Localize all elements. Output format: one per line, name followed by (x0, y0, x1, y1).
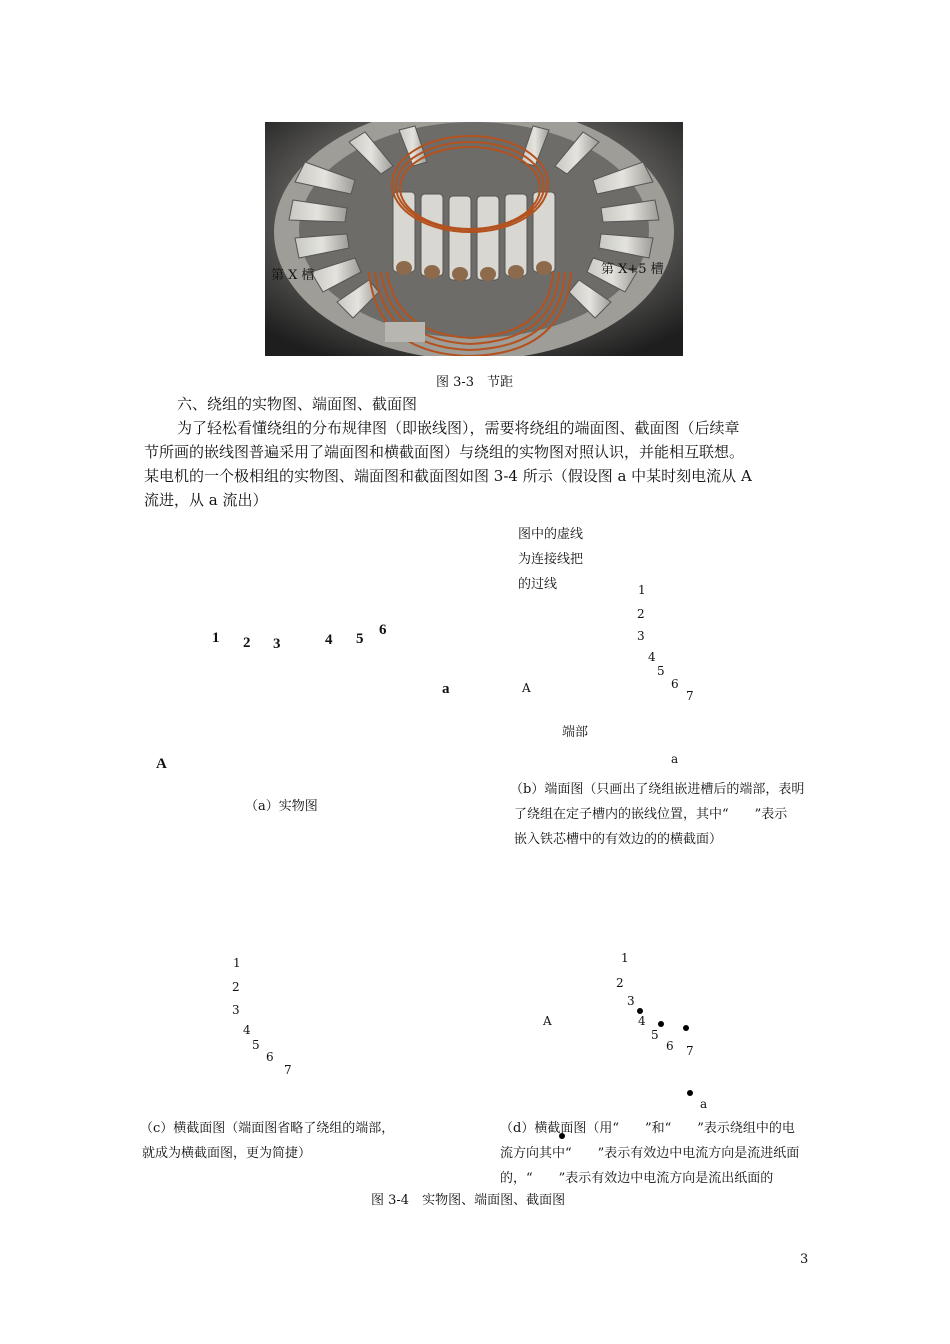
paragraph-line-1: 为了轻松看懂绕组的分布规律图（即嵌线图），需要将绕组的端面图、截面图（后续章 (177, 419, 740, 437)
fig-b-label-a: a (671, 752, 679, 766)
page-number: 3 (800, 1252, 809, 1267)
fig-a-label-a: a (442, 681, 450, 697)
fig-d-number-7: 7 (686, 1044, 694, 1058)
fig-a-caption: （a）实物图 (245, 799, 318, 814)
fig-d-number-1: 1 (621, 951, 629, 965)
fig-a-number-2: 2 (243, 635, 251, 651)
fig-c-number-7: 7 (284, 1063, 292, 1077)
fig-b-caption-line-3: 嵌入铁芯槽中的有效边的的横截面） (514, 832, 723, 847)
fig-b-caption-line-1: （b）端面图（只画出了绕组嵌进槽后的端部，表明 (510, 782, 805, 797)
fig-d-caption-line-3: 的，“ ”表示有效边中电流方向是流出纸面的 (500, 1171, 774, 1186)
fig-b-note-line-1: 图中的虚线 (518, 527, 584, 542)
fig-b-note-line-2: 为连接线把 (518, 552, 584, 567)
fig-d-number-5: 5 (651, 1028, 659, 1042)
slot-x5-label: 第 X+5 槽 (601, 262, 664, 277)
fig-d-caption-line-2: 流方向其中“ ”表示有效边中电流方向是流进纸面 (500, 1146, 800, 1161)
fig-d-number-4: 4 (638, 1014, 646, 1028)
fig-b-label-A: A (522, 681, 531, 695)
paragraph-line-4: 流进，从 a 流出） (144, 491, 268, 509)
fig-b-note-line-3: 的过线 (518, 577, 558, 592)
paragraph-line-2: 节所画的嵌线图普遍采用了端面图和横截面图）与绕组的实物图对照认识，并能相互联想。 (144, 443, 745, 461)
fig-a-number-5: 5 (356, 631, 364, 647)
fig-c-number-1: 1 (233, 956, 241, 970)
current-dot-marker (687, 1090, 693, 1096)
fig-d-caption-line-1: （d）横截面图（用“ ”和“ ”表示绕组中的电 (500, 1121, 795, 1136)
fig-c-caption-line-1: （c）横截面图（端面图省略了绕组的端部， (140, 1121, 395, 1136)
fig-b-number-5: 5 (657, 664, 665, 678)
fig-b-number-4: 4 (648, 650, 656, 664)
fig-a-label-A: A (156, 756, 167, 772)
stator-illustration (265, 122, 683, 356)
section-heading: 六、绕组的实物图、端面图、截面图 (177, 395, 418, 413)
fig-d-label-A: A (543, 1014, 552, 1028)
fig-b-number-6: 6 (671, 677, 679, 691)
figure-3-3-caption: 图 3-3 节距 (436, 375, 514, 390)
fig-c-number-3: 3 (232, 1003, 240, 1017)
fig-b-number-2: 2 (637, 607, 645, 621)
fig-c-number-4: 4 (243, 1023, 251, 1037)
fig-a-number-4: 4 (325, 632, 333, 648)
fig-d-number-6: 6 (666, 1039, 674, 1053)
stator-photo (265, 122, 683, 356)
slot-x-label: 第 X 槽 (271, 268, 315, 283)
paragraph-line-3: 某电机的一个极相组的实物图、端面图和截面图如图 3-4 所示（假设图 a 中某时刻电流从 A (144, 467, 752, 485)
fig-c-number-2: 2 (232, 980, 240, 994)
current-dot-marker (683, 1025, 689, 1031)
current-dot-marker (658, 1021, 664, 1027)
fig-d-number-2: 2 (616, 976, 624, 990)
current-dot-marker (637, 1008, 643, 1014)
fig-b-number-7: 7 (686, 689, 694, 703)
fig-a-number-3: 3 (273, 636, 281, 652)
fig-a-number-1: 1 (212, 630, 220, 646)
fig-c-caption-line-2: 就成为横截面图，更为简捷） (142, 1146, 312, 1161)
fig-c-number-5: 5 (252, 1038, 260, 1052)
fig-b-label-end: 端部 (562, 725, 589, 740)
fig-d-number-3: 3 (627, 994, 635, 1008)
figure-3-4-caption: 图 3-4 实物图、端面图、截面图 (371, 1193, 566, 1208)
fig-b-caption-line-2: 了绕组在定子槽内的嵌线位置，其中“ ”表示 (514, 807, 788, 822)
fig-b-number-3: 3 (637, 629, 645, 643)
fig-b-number-1: 1 (638, 583, 646, 597)
fig-c-number-6: 6 (266, 1050, 274, 1064)
fig-d-label-a: a (700, 1097, 708, 1111)
fig-a-number-6: 6 (379, 622, 387, 638)
